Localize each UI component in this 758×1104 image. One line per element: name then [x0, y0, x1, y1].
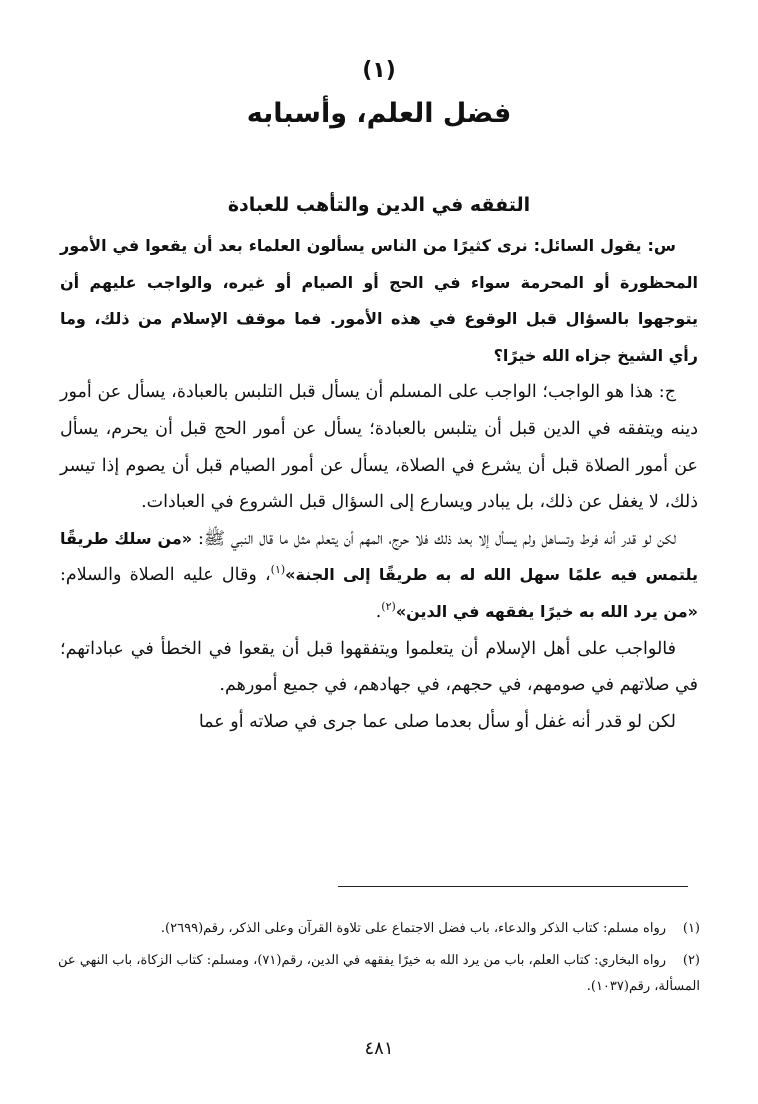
chapter-title: فضل العلم، وأسبابه — [246, 98, 512, 129]
footnote-text: رواه مسلم: كتاب الذكر والدعاء، باب فضل الاجتماع على تلاوة القرآن وعلى الذكر، رقم(٢٦٩٩). — [160, 921, 666, 936]
footnotes — [58, 916, 700, 1006]
continuation-paragraph: لكن لو قدر أنه غفل أو سأل بعدما صلى عما جرى في صلاته أو عما — [198, 711, 676, 732]
hadith-quote-1: «من سلك طريقًا يلتمس فيه علمًا سهل الله له به طريقًا إلى الجنة» — [60, 528, 698, 585]
hadith-quote-2: «من يرد الله به خيرًا يفقهه في الدين» — [395, 601, 698, 621]
hadith-end-text: . — [375, 601, 382, 622]
hadith-middle-text: ، وقال عليه الصلاة والسلام: — [60, 565, 271, 586]
main-text — [60, 228, 698, 740]
hadith-paragraph — [60, 521, 698, 631]
hadith-lead-text: لكن لو قدر أنه فرط وتساهل ولم يسأل إلا بعد ذلك فلا حرج، المهم أن يتعلم مثل ما قال النبي ﷺ: — [192, 528, 677, 549]
footnote-ref-2: (٢) — [381, 600, 396, 614]
footnote-text: رواه البخاري: كتاب العلم، باب من يرد الله به خيرًا يفقهه في الدين، رقم(٧١)، ومسلم: كتاب الزكاة، باب النهي عن المسألة، رقم(١٠٣٧). — [58, 953, 700, 994]
answer-paragraph: ج: هذا هو الواجب؛ الواجب على المسلم أن يسأل قبل التلبس بالعبادة، يسأل عن أمور دينه ويتفقه في الدين قبل أن يتلبس بالعبادة؛ يسأل عن أمور الحج قبل أن يحرم، يسأل عن أمور الصلاة قبل أن يشرع في الصلاة، يسأل عن أمور الصيام قبل أن يصوم إذا تيسر ذلك، لا يغفل عن ذلك، بل يبادر ويسارع إلى السؤال قبل الشروع في العبادات. — [60, 382, 698, 513]
footnote-number: (٢) — [682, 953, 700, 968]
question-paragraph: س: يقول السائل: نرى كثيرًا من الناس يسألون العلماء بعد أن يقعوا في الأمور المحظورة أو المحرمة سواء في الحج أو الصيام أو غيره، والواجب عليهم أن يتوجهوا بالسؤال قبل الوقوع في هذه الأمور. فما موقف الإسلام من ذلك، وما رأي الشيخ جزاه الله خيرًا؟ — [60, 236, 698, 365]
section-heading: التفقه في الدين والتأهب للعبادة — [227, 194, 531, 216]
footnote-number: (١) — [682, 921, 700, 936]
footnote-separator — [338, 886, 688, 887]
footnote-2 — [58, 948, 700, 1000]
footnote-ref-1: (١) — [270, 563, 286, 577]
chapter-number: (١) — [362, 58, 396, 83]
duty-paragraph: فالواجب على أهل الإسلام أن يتعلموا ويتفقهوا قبل أن يقعوا في الخطأ في عباداتهم؛ في صلاتهم في صومهم، في حجهم، في جهادهم، في جميع أمورهم. — [60, 638, 698, 696]
footnote-1 — [58, 916, 700, 942]
page-number: ٤٨١ — [364, 1038, 394, 1059]
